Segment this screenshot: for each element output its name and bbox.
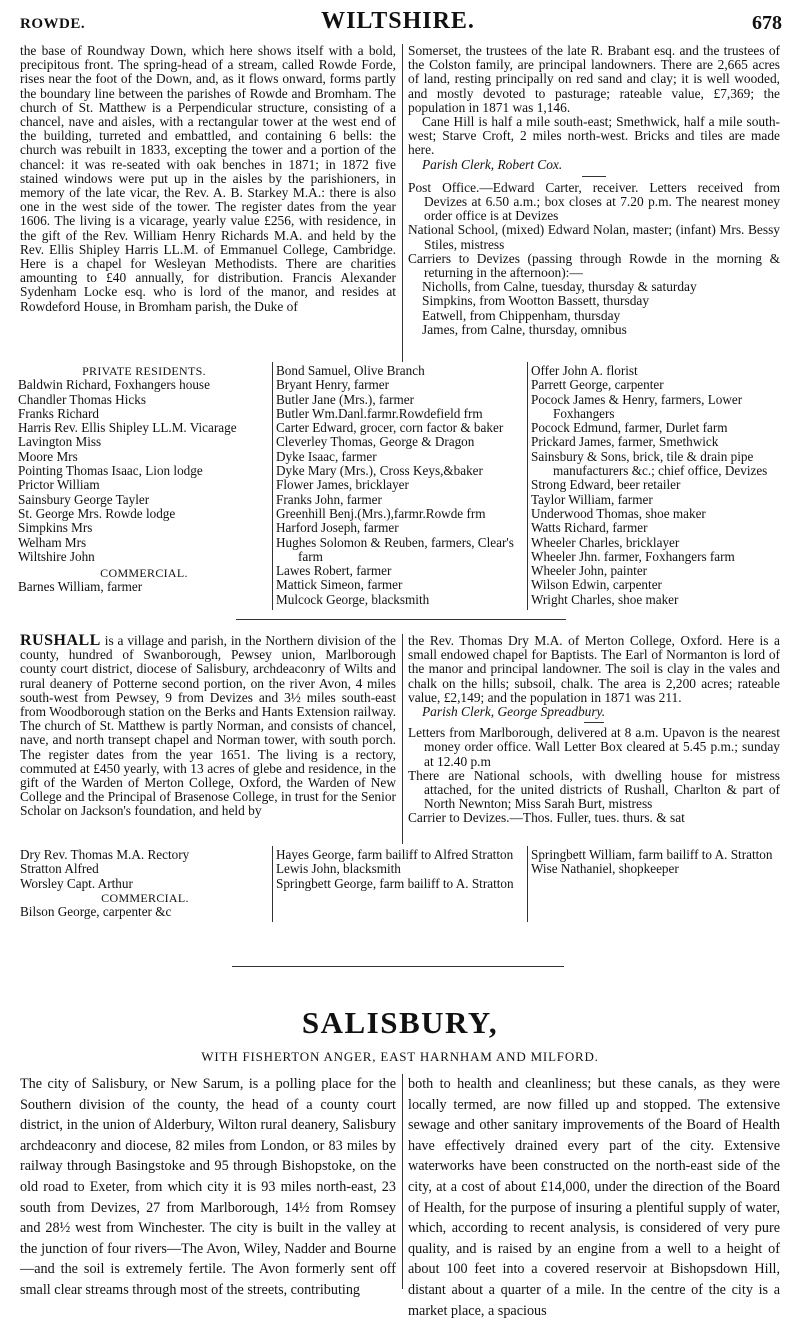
rushall-schools: There are National schools, with dwelling house for mistress attached, for the united districts of Rushall, Charlton & part of North Newnton; Miss Sarah Burt, mistress — [408, 767, 780, 812]
rowde-carrier-item: Nicholls, from Calne, tuesday, thursday & saturday — [422, 279, 697, 295]
directory-entry: Springbett William, farm bailiff to A. Stratton — [531, 848, 773, 862]
column-rule — [527, 362, 528, 610]
directory-entry: Greenhill Benj.(Mrs.),farmr.Rowde frm — [276, 506, 486, 521]
directory-entry: Lewis John, blacksmith — [276, 862, 401, 877]
directory-entry: Chandler Thomas Hicks — [18, 392, 146, 407]
rowde-national-school: National School, (mixed) Edward Nolan, master; (infant) Mrs. Bessy Stiles, mistress — [408, 222, 780, 252]
directory-entry: Sainsbury & Sons, brick, tile & drain pipe manufacturers &c.; chief office, Devizes — [531, 449, 768, 479]
directory-entry: Simpkins Mrs — [18, 521, 93, 536]
directory-entry: Baldwin Richard, Foxhangers house — [18, 378, 210, 393]
rushall-letters: Letters from Marlborough, delivered at 8 a.m. Upavon is the nearest money order office. Wall Letter Box cleared at 5.45 p.m.; sunday at 12.40 p.m — [408, 725, 780, 769]
directory-entry: Wise Nathaniel, shopkeeper — [531, 862, 679, 877]
rushall-narrative-col1 — [20, 634, 396, 819]
header-county: WILTSHIRE. — [321, 8, 475, 34]
directory-entry: Dyke Isaac, farmer — [276, 449, 377, 464]
section-divider — [236, 619, 566, 620]
divider — [584, 722, 604, 723]
rowde-cane-hill: Cane Hill is half a mile south-east; Smethwick, half a mile south-west; Starve Croft, 2 miles north-west. Bricks and tiles are made here. — [408, 114, 780, 158]
rowde-narrative-col1 — [20, 44, 396, 314]
rushall-directory-col-c — [531, 848, 781, 877]
rushall-directory-col-a — [20, 848, 270, 919]
directory-entry: Prictor William — [18, 478, 100, 493]
directory-entry: Stratton Alfred — [20, 862, 99, 877]
directory-entry: Bond Samuel, Olive Branch — [276, 364, 425, 378]
directory-entry: Wright Charles, shoe maker — [531, 592, 679, 607]
rowde-carrier-item: Eatwell, from Chippenham, thursday — [422, 307, 621, 323]
salisbury-col2 — [408, 1074, 780, 1321]
rowde-carriers: Carriers to Devizes (passing through Rowde in the morning & returning in the afternoon):— — [408, 250, 780, 281]
directory-entry: Cleverley Thomas, George & Dragon — [276, 435, 475, 450]
directory-entry: Offer John A. florist — [531, 364, 638, 378]
rowde-narrative-col2 — [408, 44, 780, 337]
directory-entry: Bilson George, carpenter &c — [20, 905, 172, 920]
directory-entry: Bryant Henry, farmer — [276, 378, 390, 393]
salisbury-text-2: both to health and cleanliness; but these canals, as they were locally termed, are now filled up and stopped. The extensive sewage and other sanitary improvements of the Board of Health have effectively drained every part of the city. Extensive waterworks have been constructed on the north-east side of the city, at a cost of about £14,000, under the direction of the Board of Health, for the purpose of insuring a plentiful supply of water, which, according to recent analysis, is considered of very pure quality, and is raised by an engine from a well to a height of about 100 feet into a covered reservoir at Bishopsdown Hill, distant about a quarter of a mile. In the centre of the city is a market place, a spacious — [408, 1076, 780, 1319]
commercial-heading: COMMERCIAL. — [101, 890, 189, 905]
rowde-directory-col-b — [276, 364, 524, 607]
private-residents-heading: PRIVATE RESIDENTS. — [82, 364, 206, 378]
rowde-parish-clerk: Parish Clerk, Robert Cox. — [422, 156, 563, 172]
directory-entry: Wheeler John, painter — [531, 564, 648, 579]
directory-entry: Lawes Robert, farmer — [276, 564, 392, 579]
directory-entry: Strong Edward, beer retailer — [531, 478, 681, 493]
column-rule — [402, 44, 403, 362]
salisbury-title: SALISBURY, — [301, 1005, 499, 1040]
directory-entry: Pocock Edmund, farmer, Durlet farm — [531, 421, 728, 436]
rowde-text-2: Somerset, the trustees of the late R. Brabant esq. and the trustees of the Colston family, are principal landowners. There are 2,665 acres of land, resting principally on red sand and clay; it is well wooded, and mostly devoted to pasturage; rateable value, £7,369; the population in 1871 was 1,146. — [408, 43, 780, 115]
directory-entry: Wheeler Jhn. farmer, Foxhangers farm — [531, 549, 735, 564]
directory-entry: Wiltshire John — [18, 549, 95, 564]
directory-entry: Worsley Capt. Arthur — [20, 876, 133, 891]
directory-entry: Watts Richard, farmer — [531, 521, 648, 536]
directory-entry: Mattick Simeon, farmer — [276, 578, 403, 593]
salisbury-text-1: The city of Salisbury, or New Sarum, is a polling place for the Southern division of the county, the head of a county court district, in the union of Alderbury, Wilton rural deanery, Salisbury archdeaconry and diocese, 82 miles from London, or 83 miles by railway through Basingstoke and 95 through Bishopstoke, on the old road to Exeter, from which city it is 93 miles north-east, 23 south from Devizes, 27 from Marlborough, 14½ from Romsey and 28½ west from Winchester. The city is built in the valley at the junction of four rivers—The Avon, Wiley, Nadder and Bourne—and the soil is extremely fertile. The Avon formerly sent off small clear streams through most of the streets, contributing — [20, 1076, 396, 1298]
salisbury-col1 — [20, 1074, 396, 1301]
rowde-directory-col-a — [18, 364, 270, 595]
directory-entry: Harris Rev. Ellis Shipley LL.M. Vicarage — [18, 421, 237, 436]
directory-entry: Hughes Solomon & Reuben, farmers, Clear's farm — [276, 535, 514, 564]
rowde-carrier-item: Simpkins, from Wootton Bassett, thursday — [422, 293, 650, 309]
rushall-narrative-col2 — [408, 634, 780, 826]
salisbury-subtitle: WITH FISHERTON ANGER, EAST HARNHAM AND MILFORD. — [201, 1049, 599, 1064]
directory-entry: Harford Joseph, farmer — [276, 521, 399, 536]
column-rule — [272, 362, 273, 610]
directory-entry: Butler Wm.Danl.farmr.Rowdefield frm — [276, 406, 483, 421]
directory-entry: Sainsbury George Tayler — [18, 492, 150, 507]
page-number: 678 — [752, 12, 782, 34]
rowde-text-1: the base of Roundway Down, which here shows itself with a bold, precipitous front. The spring-head of a stream, called Rowde Forde, rises near the foot of the Down, and, as it flows onward, forms partly the boundary line between the parishes of Rowde and Bromham. The church of St. Matthew is a Perpendicular structure, consisting of a chancel, nave and aisles, with a rectangular tower at the west end of the building, turreted and embattled, and containing 6 bells: the church was rebuilt in 1833, excepting the tower and a portion of the chancel: it was re-seated with oak benches in 1871; in 1872 five stained windows were put up in the aisles by the parishioners, in memory of the late vicar, the Rev. A. B. Starkey M.A.: there is also one in the west side of the tower. The register dates from the year 1606. The living is a vicarage, yearly value £256, with residence, in the gift of the Rev. William Henry Richards M.A. and held by the Rev. Ellis Shipley Harris LL.M. of Emmanuel College, Cambridge. Here is a chapel for Wesleyan Methodists. There are charities amounting to £40 annually, for distribution. Francis Alexander Sydenham Locke esq. who is lord of the manor, and resides at Rowdeford House, in Bromham parish, the Duke of — [20, 43, 396, 314]
directory-entry: Springbett George, farm bailiff to A. Stratton — [276, 876, 514, 891]
directory-entry: Pointing Thomas Isaac, Lion lodge — [18, 464, 203, 479]
rushall-text-2: the Rev. Thomas Dry M.A. of Merton College, Oxford. Here is a small endowed chapel for Baptists. The Earl of Normanton is lord of the manor and principal landowner. The soil is clay in the vales and chalk on the hills; subsoil, chalk. The area is 2,200 acres; rateable value, £2,149; and the population in 1871 was 211. — [408, 633, 780, 705]
directory-entry: Carter Edward, grocer, corn factor & baker — [276, 421, 504, 436]
directory-entry: Parrett George, carpenter — [531, 378, 664, 393]
rushall-directory-col-b — [276, 848, 524, 891]
directory-entry: Flower James, bricklayer — [276, 478, 409, 493]
directory-entry: St. George Mrs. Rowde lodge — [18, 506, 176, 521]
rowde-post-office: Post Office.—Edward Carter, receiver. Letters received from Devizes at 6.50 a.m.; box closes at 7.20 p.m. The nearest money order office is at Devizes — [408, 179, 780, 224]
column-rule — [402, 634, 403, 844]
column-rule — [402, 1074, 403, 1289]
directory-entry: Franks John, farmer — [276, 492, 382, 507]
directory-entry: Mulcock George, blacksmith — [276, 592, 430, 607]
directory-entry: Dry Rev. Thomas M.A. Rectory — [20, 848, 190, 862]
directory-entry: Franks Richard — [18, 406, 99, 421]
directory-entry: Dyke Mary (Mrs.), Cross Keys,&baker — [276, 464, 483, 479]
directory-entry: Hayes George, farm bailiff to Alfred Stratton — [276, 848, 514, 862]
header-place: ROWDE. — [20, 16, 86, 32]
section-divider — [232, 966, 564, 967]
column-rule — [272, 846, 273, 922]
directory-entry: Prickard James, farmer, Smethwick — [531, 435, 719, 450]
rushall-parish-clerk: Parish Clerk, George Spreadbury. — [422, 704, 606, 720]
rowde-directory-col-c — [531, 364, 781, 607]
rushall-name: RUSHALL — [20, 632, 101, 649]
directory-entry: Underwood Thomas, shoe maker — [531, 506, 706, 521]
directory-entry: Barnes William, farmer — [18, 580, 143, 595]
directory-entry: Welham Mrs — [18, 535, 87, 550]
column-rule — [527, 846, 528, 922]
commercial-heading: COMMERCIAL. — [100, 566, 188, 581]
rushall-text-1: is a village and parish, in the Northern division of the county, hundred of Swanborough, Pewsey union, Marlborough county court district, diocese of Salisbury, archdeaconry of Wilts and rural deanery of Potterne second portion, on the river Avon, 4 miles south-west from Pewsey, 9 from Devizes and 3½ miles south-east from Woodborough station on the Berks and Hants Extension railway. The church of St. Matthew is partly Norman, and consists of chancel, nave, and north transept chapel and Norman tower, with south porch. The register dates from the year 1651. The living is a rectory, commuted at £450 yearly, with 13 acres of glebe and residence, in the gift of the Warden of Merton College, Oxford, the Warden of New College and the Principal of Brasenose College, in trust for the Senior Scholar on Jackson's foundation, and held by — [20, 633, 396, 819]
directory-entry: Wilson Edwin, carpenter — [531, 578, 662, 593]
rowde-carrier-item: James, from Calne, thursday, omnibus — [422, 321, 627, 337]
rushall-carrier: Carrier to Devizes.—Thos. Fuller, tues. thurs. & sat — [408, 810, 685, 826]
directory-entry: Taylor William, farmer — [531, 492, 653, 507]
directory-entry: Moore Mrs — [18, 449, 78, 464]
page-header — [14, 6, 782, 40]
directory-entry: Wheeler Charles, bricklayer — [531, 535, 680, 550]
divider — [582, 176, 606, 177]
directory-entry: Butler Jane (Mrs.), farmer — [276, 392, 415, 407]
directory-entry: Lavington Miss — [18, 435, 102, 450]
directory-entry: Pocock James & Henry, farmers, Lower Foxhangers — [531, 392, 743, 421]
